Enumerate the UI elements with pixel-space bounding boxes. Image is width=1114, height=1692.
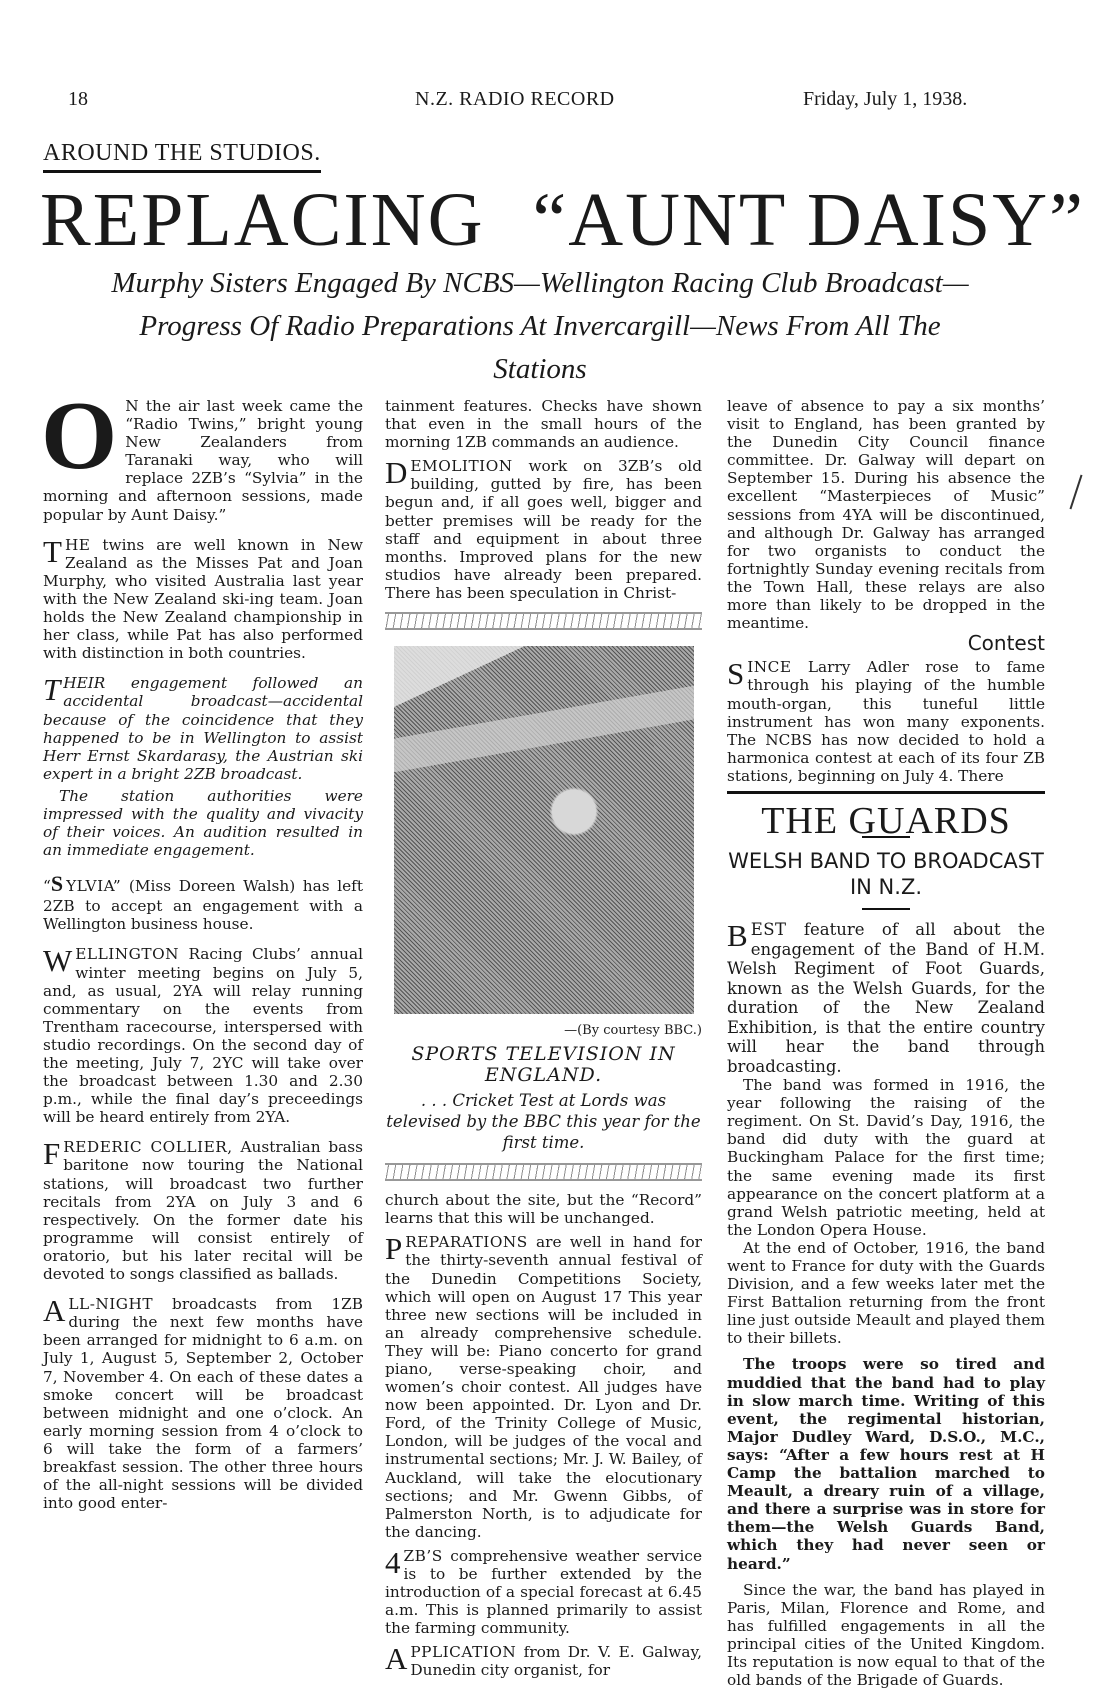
- section-kicker: AROUND THE STUDIOS.: [43, 140, 321, 173]
- article-paragraph: DEMOLITION work on 3ZB’s old building, gutted by fire, has been begun and, if all goes well, bigger and better premises will be ready for the staff and equipment in about three months. Improved plans for the new studios have already been prepared. There has been speculation in Christ-: [385, 455, 702, 602]
- article-paragraph: The troops were so tired and muddied that the band had to play in slow march time. Writing of this event, the regimental historian, Major Dudley Ward, D.S.O., M.C., says: “After a few hours rest at H Camp the battalion marched to Meault, a dreary ruin of a village, and there a surprise was in store for them—the Welsh Guards Band, which they had never seen or heard.”: [727, 1355, 1045, 1573]
- masthead: N.Z. RADIO RECORD: [415, 88, 615, 110]
- drop-cap: 4: [385, 1544, 401, 1580]
- headline: [40, 175, 1085, 265]
- article-paragraph: FREDERIC COLLIER, Australian bass baritone now touring the National stations, will broadcast two further recitals from 2YA on July 3 and 6 respectively. On the former date his programme will consist entirely of oratorio, but his later recital will be devoted to songs classified as ballads.: [43, 1136, 363, 1284]
- photo-caption: SPORTS TELEVISION IN ENGLAND.: [411, 1043, 676, 1087]
- wavy-divider: [385, 1163, 702, 1181]
- drop-cap: S: [727, 656, 745, 692]
- drop-cap: F: [43, 1136, 61, 1172]
- article-paragraph: THE twins are well known in New Zealand as the Misses Pat and Joan Murphy, who visited Australia last year with the New Zealand ski-ing team. Joan holds the New Zealand championship in her class, while Pat has also performed with distinction in both countries.: [43, 533, 363, 663]
- article-paragraph: At the end of October, 1916, the band went to France for duty with the Guards Division, and a few weeks later met the First Battalion returning from the front line just outside Meault and played them to their billets.: [727, 1238, 1045, 1348]
- article-paragraph: APPLICATION from Dr. V. E. Galway, Dunedin city organist, for: [385, 1641, 702, 1680]
- article-paragraph: The station authorities were impressed with the quality and vivacity of their voices. An audition resulted in an immediate engagement.: [43, 786, 363, 860]
- drop-cap: O: [41, 382, 118, 490]
- article-paragraph: BEST feature of all about the engagement of the Band of H.M. Welsh Regiment of Foot Guards, known as the Welsh Guards, for the duration of the New Zealand Exhibition, is that the entire country will hear the band through broadcasting.: [727, 918, 1045, 1076]
- article-paragraph: 4 ZB’S comprehensive weather service is to be further extended by the introduction of a special forecast at 6.45 a.m. This is planned primarily to assist the farming community.: [385, 1544, 702, 1638]
- photo-subcaption: . . . Cricket Test at Lords was televised by the BBC this year for the first time.: [386, 1091, 701, 1153]
- photo-television-camera-at-lords: [394, 646, 694, 1014]
- drop-cap: D: [385, 455, 408, 491]
- subheading-contest: Contest: [967, 631, 1045, 656]
- column-2: [385, 397, 702, 1692]
- guards-headline: THE GUARDS: [761, 799, 1011, 842]
- drop-cap: P: [385, 1231, 403, 1267]
- drop-cap: T: [43, 533, 62, 569]
- article-paragraph: THEIR engagement followed an accidental broadcast—accidental because of the coincidence that they happened to be in Wellington to assist Herr Ernst Skardarasy, the Austrian ski expert in a bright 2ZB broadcast.: [43, 672, 363, 783]
- headline-main: REPLACING: [40, 178, 485, 262]
- guards-subheadline: WELSH BAND TO BROADCAST IN N.Z.: [728, 849, 1044, 900]
- margin-pencil-mark: [1069, 475, 1082, 510]
- article-paragraph: SINCE Larry Adler rose to fame through his playing of the humble mouth-organ, this tuneful little instrument has won many exponents. The NCBS has now decided to hold a harmonica contest at each of its four ZB stations, beginning on July 4. There: [727, 656, 1045, 785]
- article-paragraph: ALL-NIGHT broadcasts from 1ZB during the next few months have been arranged for midnight to 6 a.m. on July 1, August 5, September 2, October 7, November 4. On each of these dates a smoke concert will be broadcast between midnight and one o’clock. An early morning session from 4 o’clock to 6 will take the form of a farmers’ breakfast session. The other three hours of the all-night sessions will be divided into good enter-: [43, 1293, 363, 1513]
- headline-quoted: “AUNT DAISY”: [532, 178, 1085, 262]
- drop-cap: B: [727, 918, 748, 954]
- column-3: [727, 397, 1045, 1689]
- article-paragraph: leave of absence to pay a six months’ visit to England, has been granted by the Dunedin City Council finance committee. Dr. Galway will depart on September 15. During his absence the excellent “Masterpieces of Music” sessions from 4YA will be discontinued, and although Dr. Galway has arranged for two organists to conduct the fortnightly Sunday evening recitals from the Town Hall, these relays are also more than likely to be dropped in the meantime.: [727, 397, 1045, 633]
- article-paragraph: PREPARATIONS are well in hand for the thirty-seventh annual festival of the Dunedin Competitions Society, which will open on August 17 This year three new sections will be included in an already comprehensive schedule. They will be: Piano concerto for grand piano, verse-speaking choir, and women’s choir contest. All judges have now been appointed. Dr. Lyon and Dr. Ford, of the Trinity College of Music, London, will be judges of the vocal and instrumental sections; Mr. J. W. Bailey, of Auckland, will take the elocutionary sections; and Mr. Gwenn Gibbs, of Palmerston North, is to adjudicate for the dancing.: [385, 1231, 702, 1541]
- wavy-divider: [385, 612, 702, 630]
- drop-cap: S: [50, 871, 64, 897]
- article-paragraph: Since the war, the band has played in Paris, Milan, Florence and Rome, and has fulfilled engagements in all the principal cities of the United Kingdom. Its reputation is now equal to that of the old bands of the Brigade of Guards.: [727, 1580, 1045, 1690]
- issue-date: Friday, July 1, 1938.: [803, 88, 968, 110]
- drop-cap: W: [43, 943, 73, 979]
- article-paragraph: WELLINGTON Racing Clubs’ annual winter meeting begins on July 5, and, as usual, 2YA will relay running commentary on the events from Trentham racecourse, interspersed with studio recordings. On the second day of the meeting, July 7, 2YC will take over the broadcast between 1.30 and 2.30 p.m., while the final day’s preceedings will be heard entirely from 2YA.: [43, 943, 363, 1127]
- deck-subheadline: Murphy Sisters Engaged By NCBS—Wellington Racing Club Broadcast—Progress Of Radio Preparations At Invercargill—News From All The Stations: [111, 267, 969, 385]
- article-paragraph: “S YLVIA” (Miss Doreen Walsh) has left 2ZB to accept an engagement with a Wellington business house.: [43, 871, 363, 934]
- drop-cap: T: [43, 672, 61, 708]
- drop-cap: A: [385, 1641, 408, 1677]
- photo-credit: —(By courtesy BBC.): [564, 1023, 702, 1039]
- drop-cap: A: [43, 1293, 66, 1329]
- short-rule: [862, 908, 910, 910]
- article-paragraph: church about the site, but the “Record” learns that this will be unchanged.: [385, 1191, 702, 1228]
- article-paragraph: The band was formed in 1916, the year following the raising of the regiment. On St. David’s Day, 1916, the band did duty with the guard at Buckingham Palace for the first time; the same evening made its first appearance on the concert platform at a grand Welsh patriotic meeting, held at the London Opera House.: [727, 1076, 1045, 1239]
- article-paragraph: O N the air last week came the “Radio Twins,” bright young New Zealanders from Taranaki way, who will replace 2ZB’s “Sylvia” in the morning and afternoon sessions, made popular by Aunt Daisy.”: [41, 382, 363, 524]
- article-paragraph: tainment features. Checks have shown that even in the small hours of the morning 1ZB commands an audience.: [385, 397, 702, 452]
- section-rule: [727, 791, 1045, 794]
- page-number: 18: [68, 88, 88, 110]
- column-1: [41, 382, 363, 1524]
- page-folio: [0, 88, 1114, 118]
